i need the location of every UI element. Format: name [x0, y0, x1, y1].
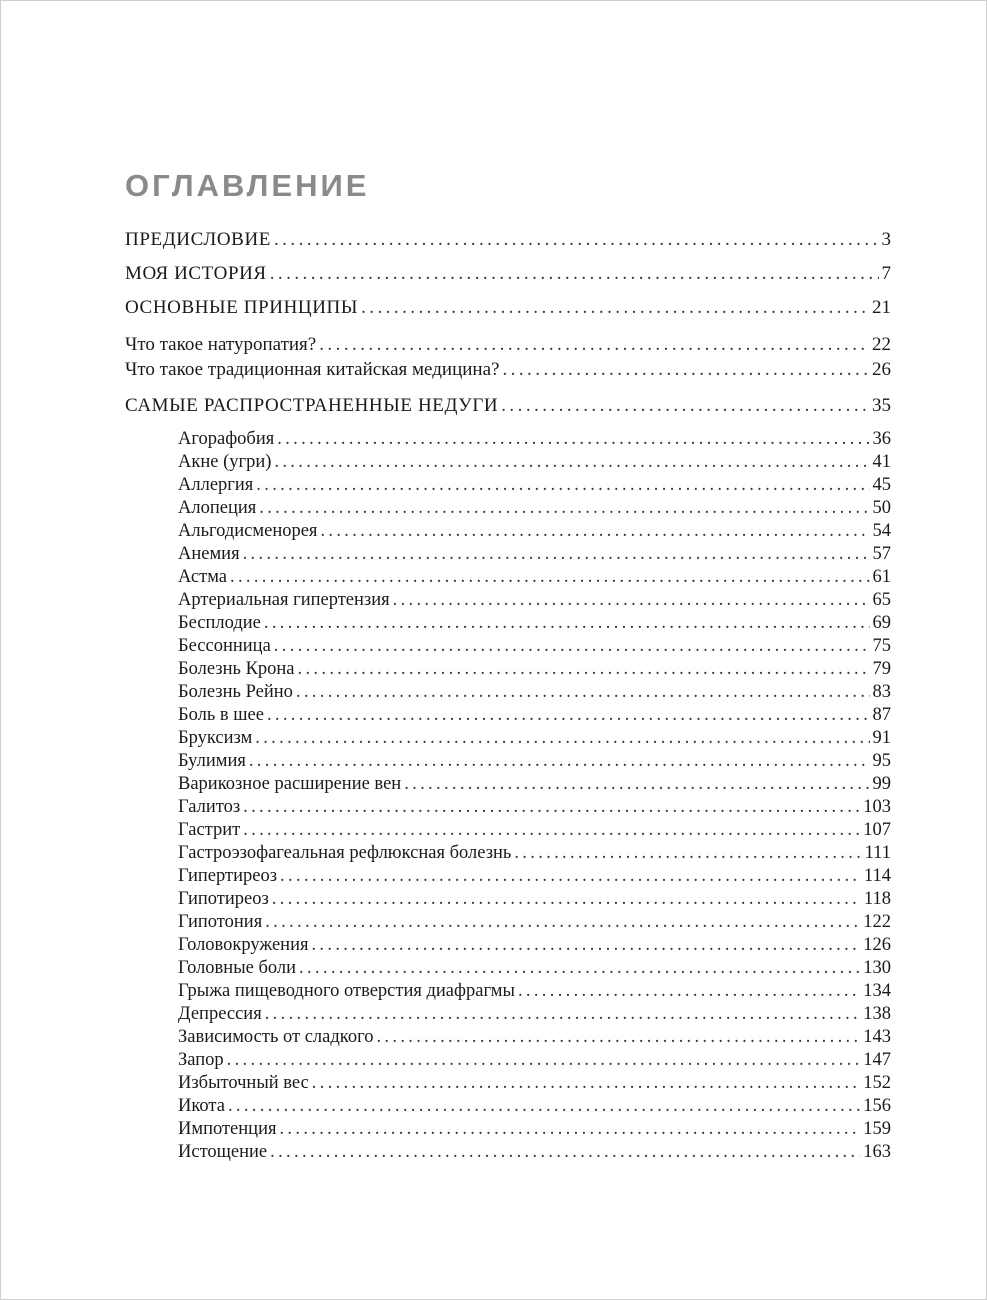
toc-entry — [125, 394, 891, 417]
dot-leader — [279, 1118, 860, 1141]
toc-entry-page-number: 61 — [872, 567, 891, 587]
dot-leader — [404, 773, 869, 796]
toc-entry — [178, 543, 891, 566]
toc-entry-label: Избыточный вес — [178, 1073, 309, 1093]
dot-leader — [514, 842, 861, 865]
toc-entry-page-number: 152 — [863, 1073, 891, 1093]
toc-entry-page-number: 114 — [863, 866, 891, 886]
dot-leader — [227, 1049, 861, 1072]
toc-entry-page-number: 156 — [863, 1096, 891, 1116]
dot-leader — [319, 333, 869, 356]
toc-entry — [178, 451, 891, 474]
toc-entry-label: Грыжа пищеводного отверстия диафрагмы — [178, 981, 515, 1001]
toc-entry-label: Галитоз — [178, 797, 241, 817]
toc-entry-page-number: 107 — [863, 820, 891, 840]
toc-entry — [178, 497, 891, 520]
toc-entry — [178, 566, 891, 589]
toc-entry-label: Бруксизм — [178, 728, 253, 748]
toc-entry-label: Гастрит — [178, 820, 241, 840]
dot-leader — [502, 358, 869, 381]
dot-leader — [277, 428, 869, 451]
toc-entry — [178, 980, 891, 1003]
dot-leader — [361, 296, 869, 319]
dot-leader — [243, 796, 860, 819]
dot-leader — [264, 612, 870, 635]
dot-leader — [255, 727, 869, 750]
toc-entry-label: Астма — [178, 567, 227, 587]
toc-entry — [125, 333, 891, 356]
toc-entry-page-number: 95 — [872, 751, 891, 771]
toc-entry — [178, 1141, 891, 1164]
toc-entry-label: Варикозное расширение вен — [178, 774, 402, 794]
toc-entry — [125, 358, 891, 381]
toc-entry-label: Гипотония — [178, 912, 263, 932]
toc-entry-label: Головокружения — [178, 935, 309, 955]
toc-entry — [178, 681, 891, 704]
toc-entry — [178, 635, 891, 658]
toc-entry — [125, 262, 891, 285]
toc-entry-page-number: 36 — [872, 429, 891, 449]
toc-entry-page-number: 99 — [872, 774, 891, 794]
toc-entry — [178, 589, 891, 612]
toc-entry-label: САМЫЕ РАСПРОСТРАНЕННЫЕ НЕДУГИ — [125, 395, 499, 416]
toc-entry — [125, 296, 891, 319]
toc-entry-page-number: 35 — [872, 395, 891, 416]
toc-entry-label: Артериальная гипертензия — [178, 590, 390, 610]
toc-entry-label: Болезнь Крона — [178, 659, 295, 679]
toc-entry-page-number: 75 — [872, 636, 891, 656]
toc-entry-page-number: 122 — [863, 912, 891, 932]
dot-leader — [256, 474, 869, 497]
toc-entry-label: Икота — [178, 1096, 225, 1116]
toc-entry-label: Головные боли — [178, 958, 297, 978]
toc-entry-label: ОСНОВНЫЕ ПРИНЦИПЫ — [125, 297, 359, 318]
toc-entry — [178, 1026, 891, 1049]
toc-entry-label: Алопеция — [178, 498, 257, 518]
toc-entry-label: Аллергия — [178, 475, 254, 495]
toc-entry-label: Акне (угри) — [178, 452, 272, 472]
toc-entry-page-number: 57 — [872, 544, 891, 564]
toc-entry-label: Гастроэзофагеальная рефлюксная болезнь — [178, 843, 512, 863]
dot-leader — [518, 980, 860, 1003]
toc-entry-page-number: 118 — [863, 889, 891, 909]
toc-entry-label: Гипертиреоз — [178, 866, 278, 886]
dot-leader — [376, 1026, 860, 1049]
toc-entry — [178, 704, 891, 727]
toc-entry-page-number: 65 — [872, 590, 891, 610]
toc-entry-page-number: 87 — [872, 705, 891, 725]
toc-entry — [178, 474, 891, 497]
toc-entry-page-number: 22 — [872, 334, 891, 355]
toc-entry-label: Что такое натуропатия? — [125, 334, 317, 355]
toc-entry-page-number: 163 — [863, 1142, 891, 1162]
toc-entry-page-number: 26 — [872, 359, 891, 380]
toc-entry-page-number: 7 — [881, 263, 891, 284]
dot-leader — [274, 228, 879, 251]
toc-entry — [178, 1049, 891, 1072]
toc-entry-page-number: 130 — [863, 958, 891, 978]
dot-leader — [311, 934, 860, 957]
toc-entry-page-number: 21 — [872, 297, 891, 318]
toc-entry-page-number: 83 — [872, 682, 891, 702]
dot-leader — [249, 750, 870, 773]
toc-entry-page-number: 41 — [872, 452, 891, 472]
toc-entry — [178, 1095, 891, 1118]
dot-leader — [270, 1141, 860, 1164]
toc-entry — [178, 1003, 891, 1026]
toc-entry-page-number: 3 — [881, 229, 891, 250]
dot-leader — [312, 1072, 860, 1095]
toc-entry — [178, 911, 891, 934]
dot-leader — [265, 911, 860, 934]
dot-leader — [265, 1003, 861, 1026]
toc-entry-page-number: 111 — [864, 843, 891, 863]
toc-entry-page-number: 103 — [863, 797, 891, 817]
toc-entry-label: Булимия — [178, 751, 246, 771]
toc-entry — [178, 520, 891, 543]
dot-leader — [274, 635, 870, 658]
toc-entry-label: Истощение — [178, 1142, 268, 1162]
dot-leader — [280, 865, 861, 888]
toc-entry-page-number: 126 — [863, 935, 891, 955]
toc-entry-page-number: 79 — [872, 659, 891, 679]
toc-entry — [178, 865, 891, 888]
toc-entry — [178, 796, 891, 819]
toc-entry-label: ПРЕДИСЛОВИЕ — [125, 229, 271, 250]
toc-entry — [178, 819, 891, 842]
toc-entry-page-number: 69 — [872, 613, 891, 633]
toc-entry-page-number: 159 — [863, 1119, 891, 1139]
dot-leader — [501, 394, 869, 417]
toc-entry-page-number: 54 — [872, 521, 891, 541]
dot-leader — [299, 957, 860, 980]
dot-leader — [270, 262, 879, 285]
toc-entry — [178, 1072, 891, 1095]
toc-entry-label: Депрессия — [178, 1004, 262, 1024]
toc-entry — [178, 428, 891, 451]
dot-leader — [243, 819, 860, 842]
dot-leader — [230, 566, 870, 589]
toc-entry — [178, 773, 891, 796]
toc-entry-label: Что такое традиционная китайская медицина? — [125, 359, 500, 380]
toc-entry-label: Альгодисменорея — [178, 521, 318, 541]
toc-entry-page-number: 138 — [863, 1004, 891, 1024]
toc-entry — [178, 750, 891, 773]
toc-entry — [178, 1118, 891, 1141]
dot-leader — [320, 520, 869, 543]
toc-entry-page-number: 91 — [872, 728, 891, 748]
toc-entry-label: Агорафобия — [178, 429, 275, 449]
dot-leader — [259, 497, 869, 520]
toc-entry-page-number: 134 — [863, 981, 891, 1001]
toc-entry-label: Импотенция — [178, 1119, 277, 1139]
toc-entry-label: Зависимость от сладкого — [178, 1027, 374, 1047]
dot-leader — [298, 658, 870, 681]
toc-entry-label: Гипотиреоз — [178, 889, 269, 909]
dot-leader — [272, 888, 861, 911]
toc-entry-label: Бесплодие — [178, 613, 261, 633]
toc-entry-page-number: 45 — [872, 475, 891, 495]
dot-leader — [228, 1095, 860, 1118]
toc-entry — [125, 228, 891, 251]
dot-leader — [296, 681, 870, 704]
toc-entry-label: Анемия — [178, 544, 240, 564]
toc-entry — [178, 727, 891, 750]
toc-entry-label: Боль в шее — [178, 705, 264, 725]
toc-entry-page-number: 147 — [863, 1050, 891, 1070]
toc-entry — [178, 612, 891, 635]
dot-leader — [267, 704, 870, 727]
dot-leader — [393, 589, 870, 612]
toc-entry-label: Бессонница — [178, 636, 271, 656]
toc-entry-label: Запор — [178, 1050, 224, 1070]
toc-entry-page-number: 50 — [872, 498, 891, 518]
toc-entry — [178, 888, 891, 911]
toc-entry-label: МОЯ ИСТОРИЯ — [125, 263, 267, 284]
toc-entry — [178, 658, 891, 681]
toc-entry-label: Болезнь Рейно — [178, 682, 293, 702]
dot-leader — [274, 451, 869, 474]
page-title: ОГЛАВЛЕНИЕ — [125, 168, 370, 203]
toc-entry — [178, 842, 891, 865]
dot-leader — [243, 543, 870, 566]
toc-entry — [178, 957, 891, 980]
toc-entry-page-number: 143 — [863, 1027, 891, 1047]
toc-entry — [178, 934, 891, 957]
